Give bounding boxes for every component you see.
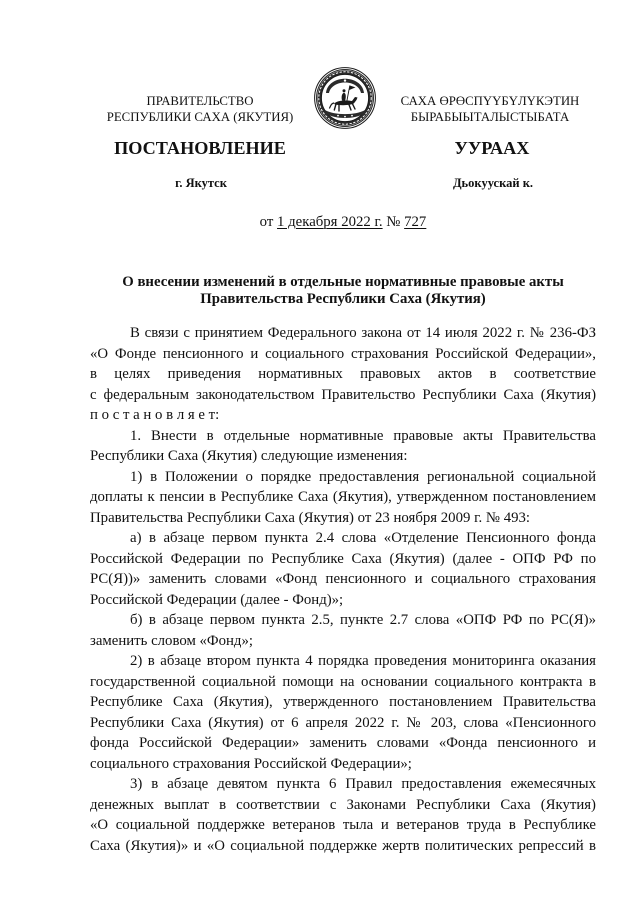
paragraph-line: в целях приведения нормативных правовых актов в соответствие (90, 366, 596, 382)
decree-date: 1 декабря 2022 г. (277, 214, 383, 230)
paragraph-line: а) в абзаце первом пункта 2.4 слова «Отделение Пенсионного фонда (130, 530, 596, 546)
paragraph-line: п о с т а н о в л я е т: (90, 407, 220, 423)
date-prefix: от (259, 214, 274, 230)
number-sign: № (386, 214, 401, 230)
paragraph-preamble (90, 323, 596, 426)
paragraph-line: 2) в абзаце втором пункта 4 порядка проведения мониторинга оказания (130, 653, 596, 669)
document-body (90, 323, 596, 856)
city-sah: Дьокуускай к. (452, 176, 534, 190)
document-type-ru: ПОСТАНОВЛЕНИЕ (114, 138, 286, 158)
paragraph-line: социального страхования Российской Федерации»; (90, 755, 412, 772)
paragraph-line: РС(Я))» заменить словами «Фонд пенсионного и социального страхования (90, 571, 596, 587)
paragraph-line: Российской Федерации по Республике Саха (Якутия) (далее - ОПФ РФ по (90, 550, 596, 567)
paragraph-subitem-b (90, 610, 596, 651)
paragraph-line: Российской Федерации (далее - Фонд)»; (90, 591, 344, 608)
government-name-ru-line1: ПРАВИТЕЛЬСТВО (146, 94, 254, 108)
document-type-sah: УУРААХ (454, 138, 530, 158)
paragraph-subitem-3 (90, 774, 596, 856)
government-name-sah (370, 93, 610, 125)
paragraph-line: Республики Саха (Якутия) от 6 апреля 2022 г. № 203, слова «Пенсионного (90, 714, 596, 731)
coat-of-arms-icon (314, 67, 376, 129)
government-name-sah-line2: БЫРАБЫЫТАЛЫСТЫБАТА (410, 110, 570, 124)
paragraph-subitem-2 (90, 651, 596, 774)
paragraph-line: б) в абзаце первом пункта 2.5, пункте 2.7 слова «ОПФ РФ по РС(Я)» (130, 612, 596, 628)
paragraph-line: «О Фонде пенсионного и социального страхования Российской Федерации», (90, 345, 596, 362)
paragraph-line: государственной социальной помощи на основании социального контракта в (90, 673, 596, 690)
paragraph-line: Саха (Якутия)» и «О социальной поддержке жертв политических репрессий в (90, 837, 596, 854)
decree-number: 727 (404, 214, 427, 230)
paragraph-line: с федеральным законодательством Правительство Республики Саха (Якутия) (90, 386, 596, 403)
paragraph-line: Правительства Республики Саха (Якутия) от 23 ноября 2009 г. № 493: (90, 509, 530, 526)
paragraph-line: заменить словом «Фонд»; (90, 632, 253, 649)
paragraph-line: Республике Саха (Якутия), утвержденного постановлением Правительства (90, 694, 596, 710)
paragraph-line: 3) в абзаце девятом пункта 6 Правил предоставления ежемесячных (130, 776, 596, 792)
document-title (90, 274, 596, 308)
paragraph-line: доплаты к пенсии в Республике Саха (Якутия), утвержденном постановлением (90, 489, 596, 505)
paragraph-line: денежных выплат в соответствии с Законами Республики Саха (Якутия) (90, 796, 596, 813)
document-title-line: О внесении изменений в отдельные нормативные правовые акты (122, 274, 564, 290)
paragraph-line: Республики Саха (Якутия) следующие изменения: (90, 448, 408, 464)
paragraph-item-1 (90, 426, 596, 467)
government-name-ru-line2: РЕСПУБЛИКИ САХА (ЯКУТИЯ) (106, 110, 294, 124)
paragraph-line: фонда Российской Федерации» заменить словами «Фонда пенсионного и (90, 735, 596, 751)
paragraph-line: «О социальной поддержке ветеранов тыла и ветеранов труда в Республике (90, 817, 596, 833)
paragraph-line: В связи с принятием Федерального закона от 14 июля 2022 г. № 236-ФЗ (130, 325, 596, 341)
government-name-sah-line1: САХА ӨРӨСПҮҮБҮЛҮКЭТИН (400, 94, 580, 108)
paragraph-subitem-1 (90, 467, 596, 529)
paragraph-line: 1. Внести в отдельные нормативные правовые акты Правительства (130, 427, 596, 444)
government-name-ru (80, 93, 320, 125)
paragraph-line: 1) в Положении о порядке предоставления региональной социальной (130, 468, 596, 485)
city-ru: г. Якутск (175, 176, 227, 190)
document-title-line: Правительства Республики Саха (Якутия) (200, 291, 486, 307)
date-number-line (90, 212, 596, 232)
paragraph-subitem-a (90, 528, 596, 610)
